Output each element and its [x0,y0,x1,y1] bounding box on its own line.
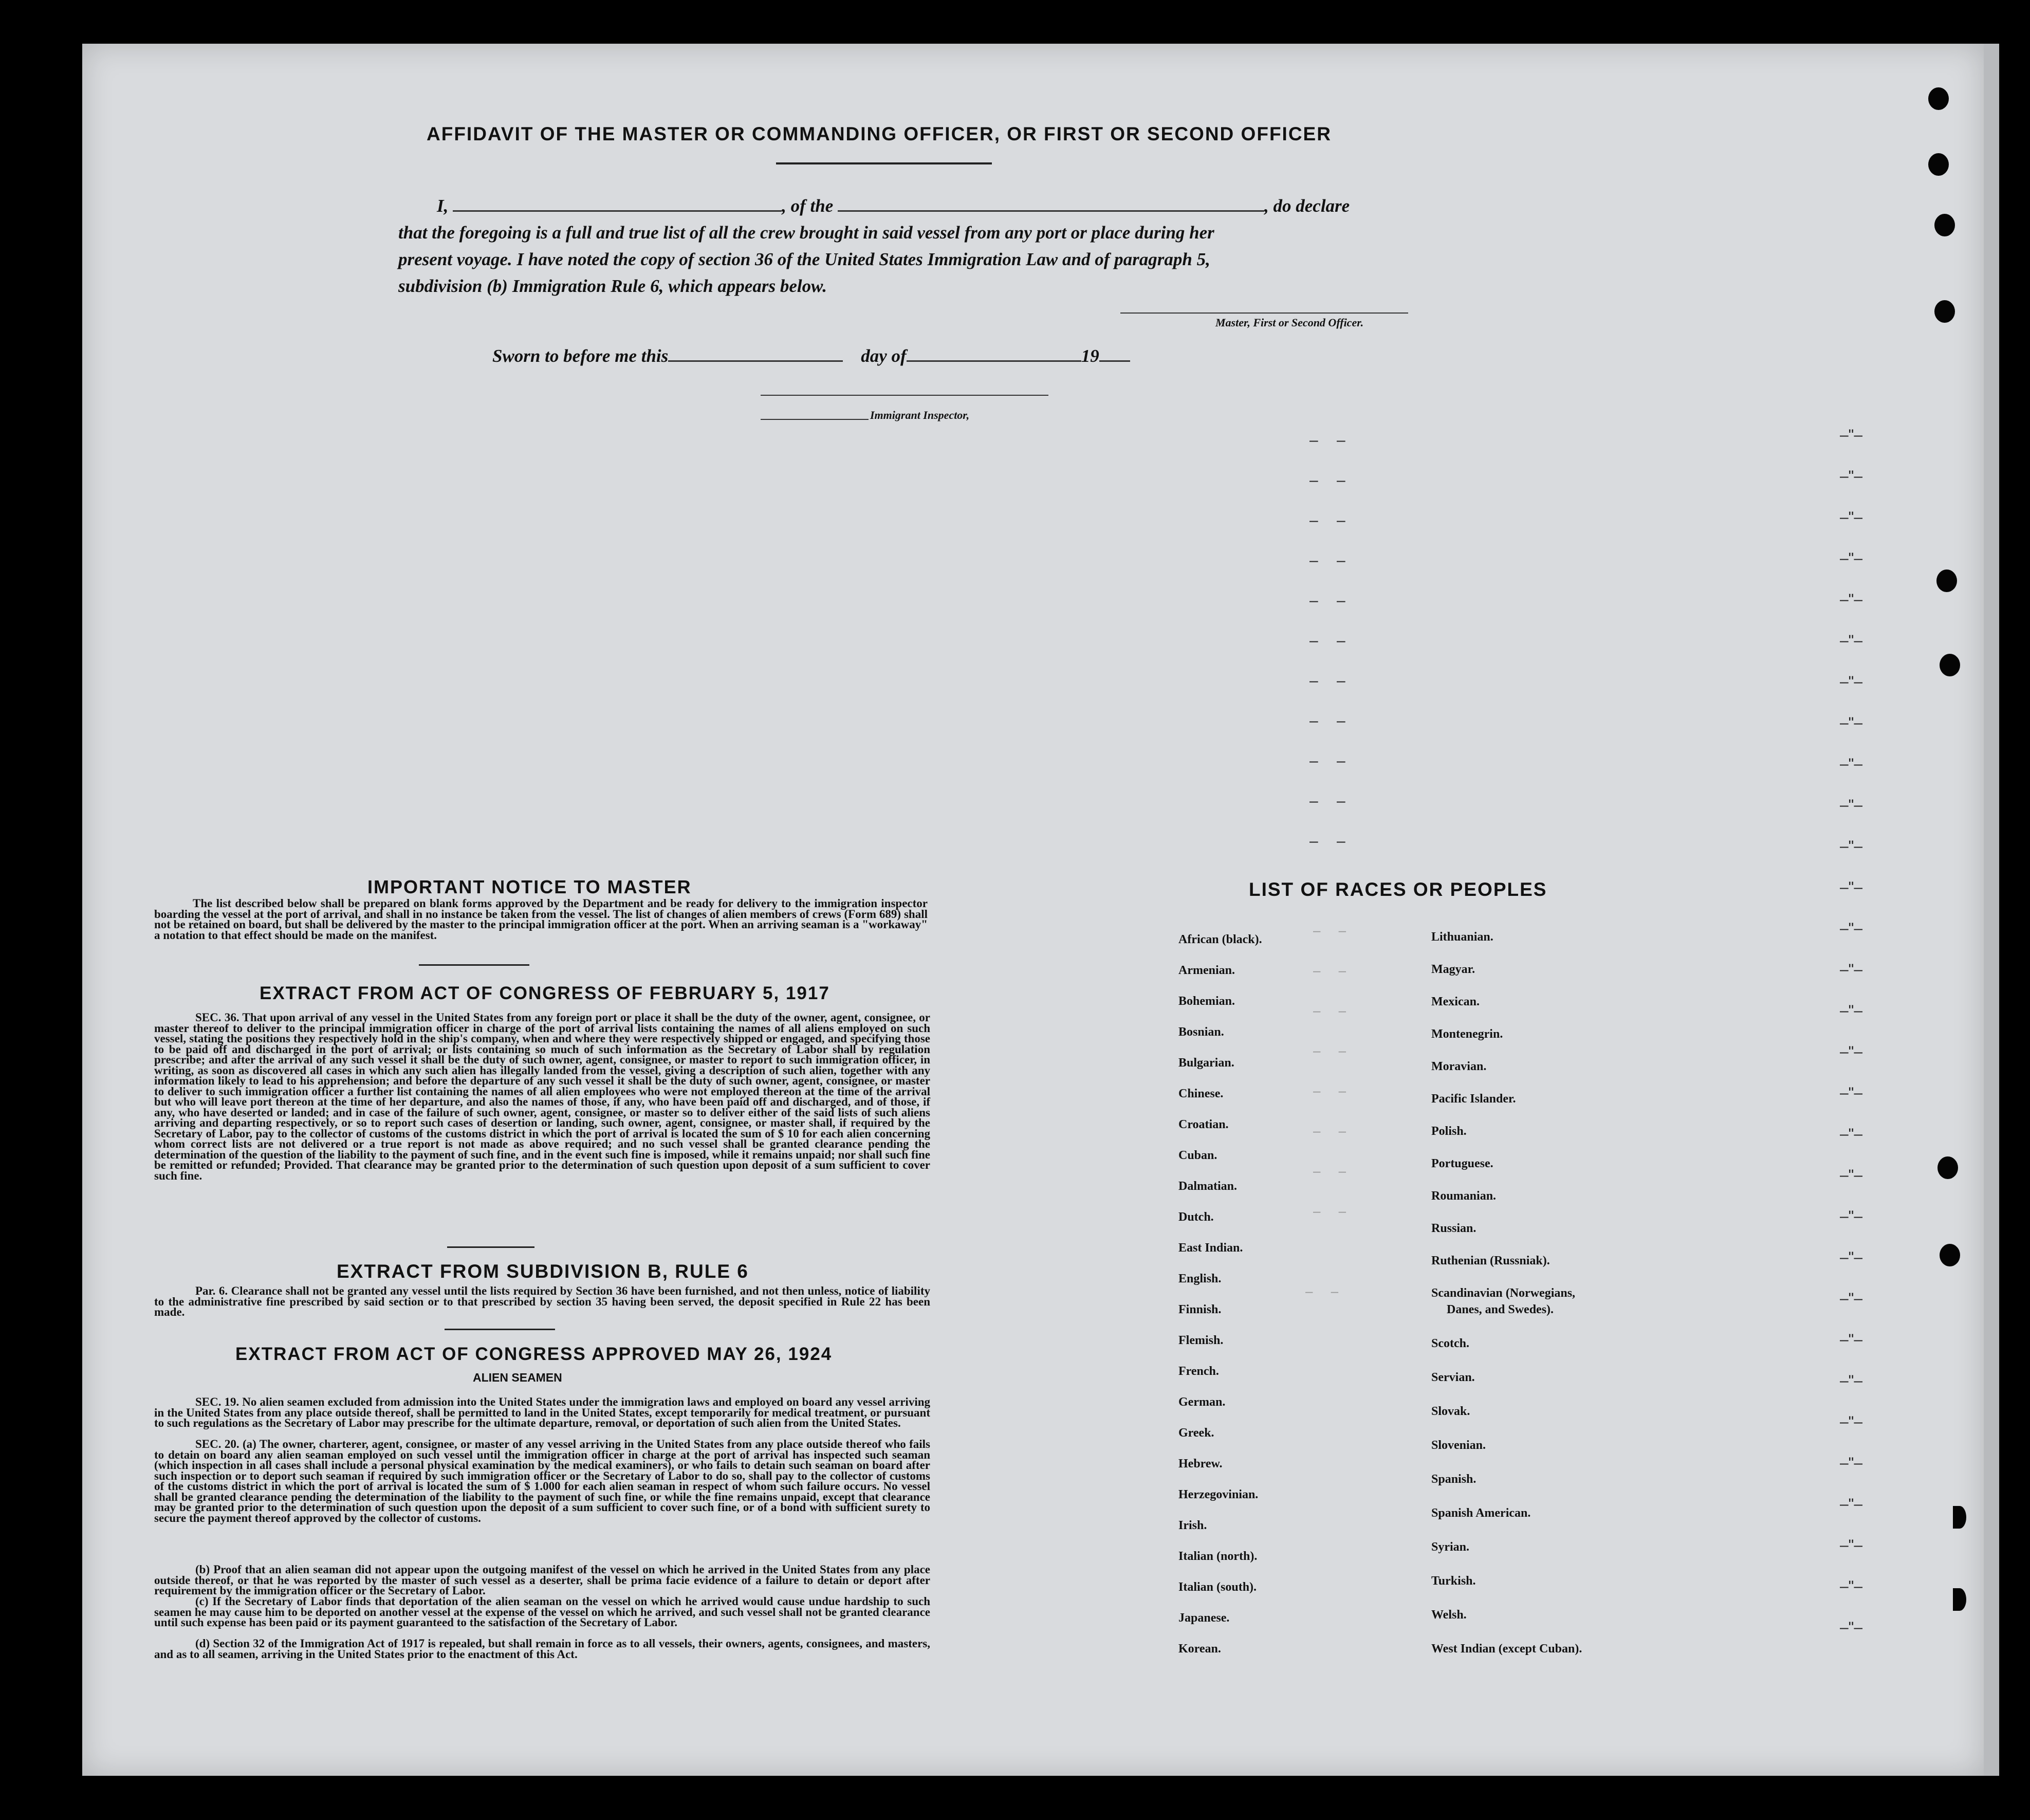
right-ditto: –"– [1840,838,1863,855]
right-ditto: –"– [1840,1537,1863,1554]
rule6-title: EXTRACT FROM SUBDIVISION B, RULE 6 [337,1261,749,1282]
race-item: Italian (north). [1178,1550,1258,1563]
ditto-mark: – – [1309,672,1353,689]
right-ditto: –"– [1840,920,1863,937]
ditto-mark: – – [1313,1163,1354,1179]
binder-hole [1953,1506,1966,1529]
right-ditto: –"– [1840,879,1863,896]
race-item: Hebrew. [1178,1457,1223,1470]
race-item: Russian. [1431,1222,1477,1235]
right-ditto: –"– [1840,714,1863,731]
race-item: Herzegovinian. [1178,1488,1259,1501]
ditto-mark: – – [1309,793,1353,810]
day-of-text: day of [861,346,907,366]
extract-1924-title: EXTRACT FROM ACT OF CONGRESS APPROVED MAY 26, 1924 [235,1344,833,1364]
race-item: Italian (south). [1178,1580,1257,1594]
binder-hole [1928,153,1949,176]
race-item: Bosnian. [1178,1025,1224,1039]
race-item: Korean. [1178,1642,1221,1656]
race-item: Finnish. [1178,1303,1222,1316]
right-ditto: –"– [1840,1002,1863,1019]
ditto-mark: – – [1309,512,1353,529]
declaration-line-3: present voyage. I have noted the copy of section 36 of the United States Immigration Law and of paragraph 5, [398,249,1210,269]
binder-hole [1940,1244,1960,1266]
race-item: Bulgarian. [1178,1056,1234,1070]
race-item: Spanish American. [1431,1506,1531,1520]
race-item: Slovak. [1431,1405,1470,1418]
sec20d-text: (d) Section 32 of the Immigration Act of 1917 is repealed, but shall remain in force as to all vessels, their owners, agents, consignees, and masters, and as to all seamen, arriving in the United States prior to the enactment of this Act. [154,1637,930,1661]
right-ditto: –"– [1840,632,1863,649]
right-ditto: –"– [1840,1372,1863,1389]
ditto-mark: – – [1309,472,1353,489]
inspector-short-line [761,419,869,420]
race-item: Chinese. [1178,1087,1224,1100]
race-item: Croatian. [1178,1118,1229,1131]
race-item: French. [1178,1365,1219,1378]
right-ditto: –"– [1840,673,1863,690]
declaration-declare: , do declare [1264,196,1350,216]
sworn-text: Sworn to before me this [492,346,669,366]
ditto-mark: – – [1313,1123,1354,1138]
ditto-mark: – – [1313,1083,1354,1098]
declaration-line-4: subdivision (b) Immigration Rule 6, which appears below. [398,276,827,296]
ditto-mark: – – [1309,552,1353,569]
sec20c-text: (c) If the Secretary of Labor finds that deportation of the alien seaman on the vessel on which he arrived would cause undue hardship to such seamen he may cause him to be deported on another vessel at the expense of the vessel on which he arrived, and such vessel shall not be granted clearance until such expense has been paid or its payment guaranteed to the satisfaction of the Secretary of Labor. [154,1595,930,1629]
sec20a-text: SEC. 20. (a) The owner, charterer, agent, consignee, or master of any vessel arriving in the United States from any place outside thereof who fails to detain on board any alien seaman employed on such vessel until the immigration officer in charge at the port of arrival has inspected such seaman (which inspection in all cases shall include a personal physical examination by the medical examiners), or who fails to detain such seaman on board after such inspection or to deport such seaman if required by such immigration officer or the Secretary of Labor to do so, shall pay to the collector of customs of the customs district in which the port of arrival is located the sum of $ 1.000 for each alien seaman in respect of whom such failure occurs. No vessel shall be granted clearance pending the determination of the liability to the payment of such fine, or while the fine remains unpaid, except that clearance may be granted prior to the determination of such question upon the deposit of a sum sufficient to cover such fine, or of a bond with sufficient surety to secure the payment thereof approved by the collector of customs. [154,1438,930,1524]
ditto-mark: – – [1309,712,1353,729]
race-item: African (black). [1178,933,1262,946]
race-item: Armenian. [1178,964,1235,977]
right-ditto: –"– [1840,1619,1863,1636]
binder-hole [1934,300,1955,323]
ditto-mark: – – [1313,963,1354,978]
race-item: Japanese. [1178,1611,1230,1625]
race-item: English. [1178,1272,1222,1285]
extract-1917-title: EXTRACT FROM ACT OF CONGRESS OF FEBRUARY 5, 1917 [260,983,830,1003]
race-item: Moravian. [1431,1060,1487,1073]
rule6-rule [445,1329,555,1330]
right-ditto: –"– [1840,1578,1863,1595]
right-ditto: –"– [1840,1043,1863,1060]
right-ditto: –"– [1840,427,1863,444]
race-item: Mexican. [1431,995,1480,1008]
rule6-text: Par. 6. Clearance shall not be granted any vessel until the lists required by Section 36 have been furnished, and not then unless, notice of liability to the administrative fine prescribed by said section or to that prescribed by section 35 having been served, the deposit specified in Rule 22 has been made. [154,1284,930,1318]
race-item: Roumanian. [1431,1189,1497,1203]
sworn-line [492,343,1212,370]
notice-text: The list described below shall be prepared on blank forms approved by the Department and be ready for delivery to the immigration inspector boarding the vessel at the port of arrival, and shall in no instance be taken from the vessel. The list of changes of alien members of crews (Form 689) shall not be retained on board, but shall be delivered by the master to the principal immigration officer at the port. When an arriving seaman is a "workaway" a notation to that effect should be made on the manifest. [154,897,928,942]
right-ditto: –"– [1840,1290,1863,1307]
race-item: Scandinavian (Norwegians, [1431,1286,1576,1300]
sworn-day-blank[interactable] [668,345,843,362]
sec20b-text: (b) Proof that an alien seaman did not appear upon the outgoing manifest of the vessel on which he arrived in the United States from any place outside thereof, or that he was reported by the master of such vessel as a deserter, shall be prima facie evidence of a failure to detain or deport after requirement by the immigration officer or the Secretary of Labor. [154,1563,930,1597]
race-item: Greek. [1178,1426,1214,1440]
year-text: 19 [1081,346,1099,366]
ditto-mark: – – [1309,432,1353,449]
race-item: Turkish. [1431,1574,1476,1588]
race-item: Polish. [1431,1125,1467,1138]
extract-1917-text: SEC. 36. That upon arrival of any vessel in the United States from any foreign port or place it shall be the duty of the owner, agent, consignee, or master thereof to deliver to the principal immigration officer in charge of the port of arrival lists containing the names of all aliens employed on such vessel, stating the positions they respectively hold in the ship's company, when and where they were respectively shipped or engaged, and specifying those to be paid off and discharged in the port of arrival; or lists containing so much of such information as the Secretary of Labor shall by regulation prescribe; and after the arrival of any such vessel it shall be the duty of such owner, agent, consignee, or master to report to such immigration officer, in writing, as soon as discovered all cases in which any such alien has illegally landed from the vessel, giving a description of such alien, together with any information likely to lead to his apprehension; and before the departure of any such vessel it shall be the duty of such owner, agent, consignee, or master to deliver to such immigration officer a further list containing the names of all alien employees who were not employed thereon at the time of the arrival but who will leave port thereon at the time of her departure, and also the names of those, if any, who have been paid off and discharged, and of those, if any, who have deserted or landed; and in case of the failure of such owner, agent, consignee, or master so to deliver either of the said lists of such aliens arriving and departing respectively, or so to report such cases of desertion or landing, such owner, agent, consignee, or master shall, if required by the Secretary of Labor, pay to the collector of customs of the customs district in which the port of arrival is located the sum of $ 10 for each alien concerning whom correct lists are not delivered or a true report is not made as above required; and no such vessel shall be granted clearance pending the determination of the question of the liability to the payment of such fine, and in the event such fine is imposed, while it remains unpaid; nor shall such fine be remitted or refunded; Provided. That clearance may be granted prior to the determination of such question upon deposit of a sum sufficient to cover such fine. [154,1011,930,1182]
binder-hole [1936,569,1957,592]
race-item: Magyar. [1431,963,1475,976]
ditto-mark: – – [1309,592,1353,609]
inspector-signature-line[interactable] [761,395,1048,396]
right-ditto: –"– [1840,1208,1863,1225]
race-item: Servian. [1431,1371,1475,1384]
race-item: Ruthenian (Russniak). [1431,1254,1550,1267]
right-ditto: –"– [1840,797,1863,814]
races-title: LIST OF RACES OR PEOPLES [1249,879,1547,900]
inspector-label: Immigrant Inspector, [870,409,970,421]
right-ditto: –"– [1840,1084,1863,1101]
signature-line[interactable] [1120,312,1408,314]
race-item: Flemish. [1178,1334,1224,1347]
race-item: Irish. [1178,1519,1207,1532]
sheet-edge [1984,44,1999,1776]
name-blank[interactable] [453,195,782,212]
race-item: Scotch. [1431,1337,1469,1350]
right-ditto: –"– [1840,1167,1863,1184]
declaration-of-the: , of the [782,196,834,216]
ditto-mark: – – [1313,923,1354,938]
extract-1924-subtitle: ALIEN SEAMEN [473,1371,562,1384]
month-blank[interactable] [907,345,1081,362]
right-ditto: –"– [1840,1455,1863,1472]
notice-rule [419,964,529,966]
race-item: Syrian. [1431,1540,1470,1554]
race-item: Bohemian. [1178,995,1235,1008]
right-ditto: –"– [1840,1126,1863,1143]
ditto-mark: – – [1313,1203,1354,1219]
race-item: West Indian (except Cuban). [1431,1642,1582,1656]
right-ditto: –"– [1840,468,1863,485]
ditto-mark: – – [1313,1003,1354,1018]
sec19-text: SEC. 19. No alien seamen excluded from admission into the United States under the immigration laws and employed on board any vessel arriving in the United States from any place outside thereof, shall be permitted to land in the United States, except temporarily for medical treatment, or pursuant to such regulations as the Secretary of Labor may prescribe for the ultimate departure, removal, or deportation of such alien from the United States. [154,1395,930,1429]
right-ditto: –"– [1840,1331,1863,1348]
right-ditto: –"– [1840,591,1863,608]
race-item: Pacific Islander. [1431,1092,1516,1106]
declaration-line-2: that the foregoing is a full and true list of all the crew brought in said vessel from any port or place during her [398,223,1214,243]
ditto-mark: – – [1305,1283,1346,1299]
right-ditto: –"– [1840,509,1863,526]
race-item: East Indian. [1178,1241,1243,1255]
binder-hole [1940,654,1960,676]
affidavit-rule [776,162,992,164]
extract-1917-rule [447,1246,534,1248]
right-ditto: –"– [1840,961,1863,978]
race-item: Lithuanian. [1431,930,1493,944]
right-ditto: –"– [1840,1413,1863,1430]
race-item: Montenegrin. [1431,1027,1503,1041]
race-item: German. [1178,1395,1226,1409]
signature-label: Master, First or Second Officer. [1215,316,1364,329]
declaration-line-1 [437,193,1406,219]
race-item: Cuban. [1178,1149,1217,1162]
race-item: Dalmatian. [1178,1180,1237,1193]
ditto-mark: – – [1313,1043,1354,1058]
race-item: Dutch. [1178,1210,1214,1224]
affidavit-title: AFFIDAVIT OF THE MASTER OR COMMANDING OFFICER, OR FIRST OR SECOND OFFICER [427,123,1332,144]
binder-hole [1928,87,1949,110]
race-item: Portuguese. [1431,1157,1493,1170]
binder-hole [1934,214,1955,236]
declaration-i: I, [437,196,449,216]
race-item: Slovenian. [1431,1439,1486,1452]
vessel-blank[interactable] [838,195,1264,212]
right-ditto: –"– [1840,1249,1863,1266]
binder-hole [1953,1588,1966,1611]
race-item: Spanish. [1431,1473,1477,1486]
year-blank[interactable] [1099,345,1130,362]
ditto-mark: – – [1309,833,1353,850]
ditto-mark: – – [1309,752,1353,769]
race-item: Welsh. [1431,1608,1467,1622]
binder-hole [1937,1156,1958,1179]
right-ditto: –"– [1840,550,1863,567]
race-item: Danes, and Swedes). [1447,1303,1554,1316]
right-ditto: –"– [1840,1496,1863,1513]
notice-title: IMPORTANT NOTICE TO MASTER [367,876,692,897]
right-ditto: –"– [1840,756,1863,773]
ditto-mark: – – [1309,632,1353,649]
